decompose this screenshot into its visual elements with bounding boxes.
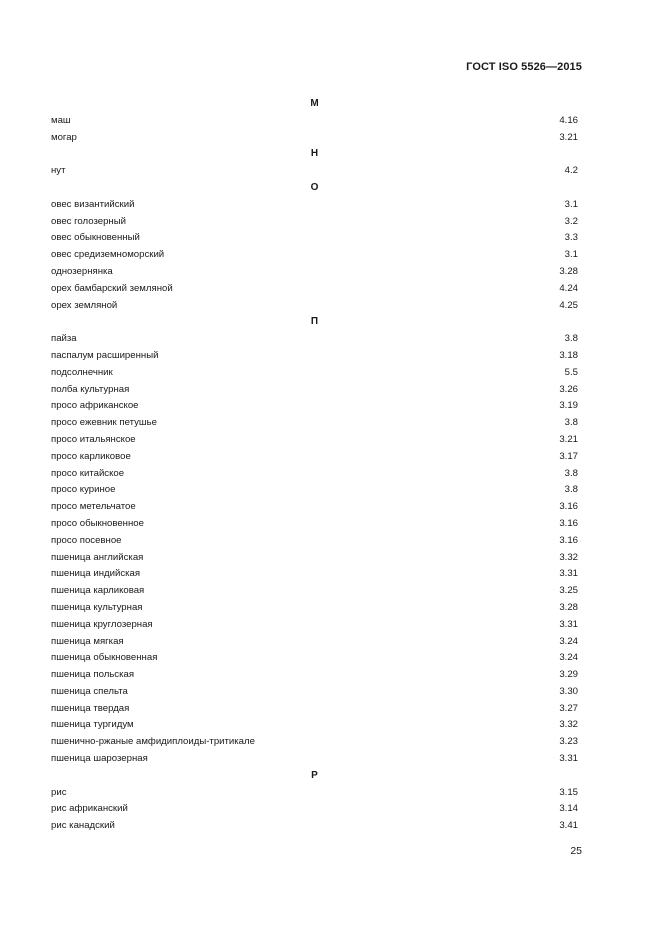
entry-reference: 5.5 [564,366,578,378]
entry-term: могар [51,131,77,143]
index-entry [51,466,578,483]
entry-term: рис канадский [51,820,115,832]
entry-reference: 3.14 [559,803,578,815]
entry-reference: 3.23 [559,736,578,748]
entry-reference: 3.31 [559,618,578,630]
entry-term: овес обыкновенный [51,232,140,244]
entry-term: нут [51,165,66,177]
index-entry [51,482,578,499]
entry-term: рис африканский [51,803,128,815]
entry-reference: 3.18 [559,349,578,361]
entry-reference: 3.28 [559,601,578,613]
entry-term: просо обыкновенное [51,517,144,529]
entry-reference: 4.24 [559,282,578,294]
index-entry [51,583,578,600]
entry-term: просо карликовое [51,450,131,462]
index-entry [51,298,578,315]
entry-term: пайза [51,333,77,345]
entry-reference: 3.16 [559,501,578,513]
entry-term: пшеница английская [51,551,144,563]
entry-term: пшеница спельта [51,685,128,697]
entry-term: пшеница твердая [51,702,130,714]
index-entry [51,432,578,449]
index-entry [51,281,578,298]
entry-reference: 3.24 [559,652,578,664]
entry-term: просо ежевник петушье [51,417,157,429]
entry-reference: 3.8 [564,417,578,429]
entry-reference: 3.8 [564,484,578,496]
entry-reference: 3.1 [564,249,578,261]
index-entry [51,801,578,818]
entry-reference: 3.25 [559,585,578,597]
document-header: ГОСТ ISO 5526—2015 [466,61,582,73]
section-letter: М [310,98,319,109]
entry-reference: 3.30 [559,685,578,697]
entry-term: пшеница обыкновенная [51,652,158,664]
entry-term: овес византийский [51,198,135,210]
section-letter: О [310,181,319,193]
entry-term: пшеница тургидум [51,719,134,731]
index-entry [51,785,578,802]
entry-reference: 3.26 [559,383,578,395]
entry-reference: 3.8 [564,467,578,479]
index-entry [51,415,578,432]
index-entry [51,566,578,583]
entry-term: однозернянка [51,265,113,277]
entry-term: пшеница польская [51,669,135,681]
entry-reference: 3.32 [559,719,578,731]
entry-term: пшеница карликовая [51,585,145,597]
entry-term: пшеница индийская [51,568,141,580]
alphabetical-index [51,96,578,835]
entry-term: пшеница круглозерная [51,618,153,630]
entry-term: пшеница мягкая [51,635,124,647]
entry-term: маш [51,114,71,126]
index-entry [51,617,578,634]
index-entry [51,214,578,231]
entry-reference: 3.31 [559,568,578,580]
entry-term: просо китайское [51,467,125,479]
entry-reference: 3.15 [559,786,578,798]
index-entry [51,667,578,684]
index-entry [51,398,578,415]
entry-term: рис [51,786,67,798]
section-letter: Р [311,769,318,781]
index-entry [51,449,578,466]
index-entry [51,197,578,214]
index-entry [51,717,578,734]
entry-reference: 3.32 [559,551,578,563]
entry-reference: 3.41 [559,820,578,832]
entry-reference: 3.21 [559,131,578,143]
entry-reference: 3.3 [564,232,578,244]
entry-reference: 3.2 [564,215,578,227]
index-entry [51,499,578,516]
index-entry [51,331,578,348]
index-entry [51,650,578,667]
entry-reference: 3.29 [559,669,578,681]
index-entry [51,818,578,835]
page-number: 25 [570,845,582,857]
entry-reference: 3.17 [559,450,578,462]
entry-reference: 3.8 [564,333,578,345]
index-entry [51,365,578,382]
entry-term: паспалум расширенный [51,349,159,361]
index-entry [51,634,578,651]
entry-term: овес средиземноморский [51,249,165,261]
section-letter: Н [310,148,319,160]
index-entry [51,600,578,617]
entry-reference: 3.24 [559,635,578,647]
entry-term: овес голозерный [51,215,126,227]
entry-term: пшеница шарозерная [51,753,148,765]
index-entry [51,163,578,180]
entry-reference: 3.21 [559,433,578,445]
index-entry [51,247,578,264]
index-entry [51,751,578,768]
entry-reference: 3.1 [564,198,578,210]
entry-term: подсолнечник [51,366,113,378]
index-entry [51,701,578,718]
entry-reference: 3.27 [559,702,578,714]
index-entry [51,348,578,365]
index-entry [51,684,578,701]
entry-reference: 3.28 [559,265,578,277]
entry-term: просо посевное [51,534,122,546]
entry-term: просо итальянское [51,433,136,445]
index-entry [51,533,578,550]
index-entry [51,230,578,247]
index-entry [51,382,578,399]
index-entry [51,550,578,567]
entry-term: пшеница культурная [51,601,143,613]
entry-term: полба культурная [51,383,130,395]
entry-term: орех земляной [51,299,118,311]
entry-reference: 3.16 [559,517,578,529]
entry-reference: 4.16 [559,114,578,126]
entry-term: орех бамбарский земляной [51,282,173,294]
section-letter: П [310,316,319,328]
index-entry [51,734,578,751]
entry-term: просо куриное [51,484,116,496]
entry-reference: 4.2 [564,165,578,177]
entry-reference: 3.19 [559,400,578,412]
entry-term: просо африканское [51,400,139,412]
index-entry [51,264,578,281]
index-entry [51,113,578,130]
entry-term: пшенично-ржаные амфидиплоиды-тритикале [51,736,255,748]
index-entry [51,130,578,147]
entry-term: просо метельчатое [51,501,136,513]
entry-reference: 3.31 [559,753,578,765]
entry-reference: 3.16 [559,534,578,546]
index-entry [51,516,578,533]
entry-reference: 4.25 [559,299,578,311]
